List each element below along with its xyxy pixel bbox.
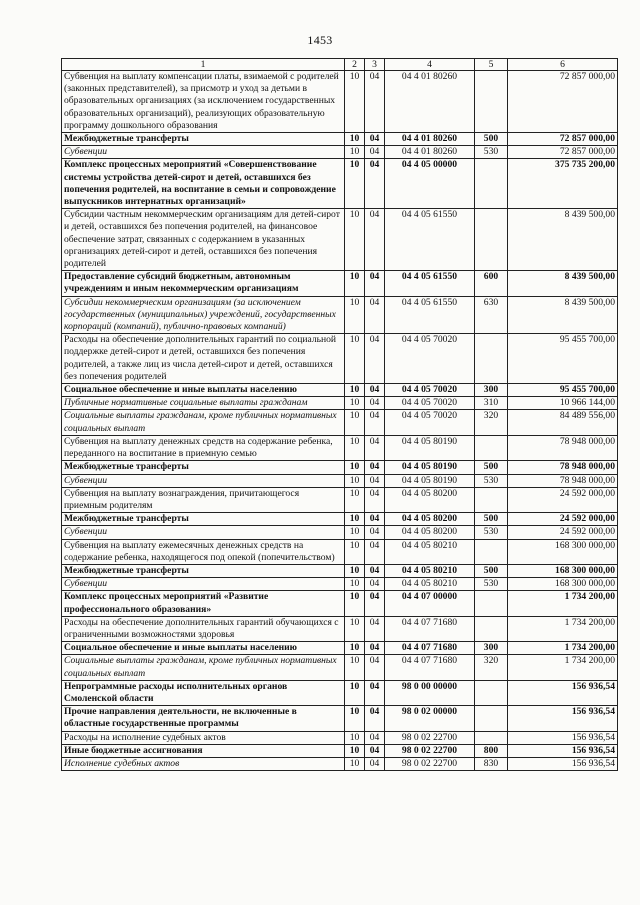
row-subsection-cell: 04 xyxy=(365,655,385,680)
table-row xyxy=(62,513,618,526)
row-section-cell: 10 xyxy=(345,334,365,384)
row-amount-cell: 78 948 000,00 xyxy=(508,461,618,474)
row-amount-cell: 375 735 200,00 xyxy=(508,159,618,209)
row-target-article-cell: 98 0 02 22700 xyxy=(385,744,475,757)
row-amount-cell: 156 936,54 xyxy=(508,744,618,757)
row-expense-type-cell xyxy=(475,435,508,460)
table-row xyxy=(62,410,618,435)
row-subsection-cell: 04 xyxy=(365,146,385,159)
row-amount-cell: 156 936,54 xyxy=(508,706,618,731)
row-section-cell: 10 xyxy=(345,616,365,641)
table-row xyxy=(62,461,618,474)
row-target-article-cell: 04 4 05 80200 xyxy=(385,526,475,539)
row-name-cell: Межбюджетные трансферты xyxy=(62,564,345,577)
row-target-article-cell: 04 4 05 80200 xyxy=(385,487,475,512)
row-target-article-cell: 04 4 05 80210 xyxy=(385,578,475,591)
row-name-cell: Субвенции xyxy=(62,526,345,539)
table-row xyxy=(62,209,618,271)
row-expense-type-cell: 830 xyxy=(475,757,508,770)
row-name-cell: Расходы на исполнение судебных актов xyxy=(62,731,345,744)
table-row xyxy=(62,526,618,539)
row-amount-cell: 10 966 144,00 xyxy=(508,397,618,410)
row-name-cell: Исполнение судебных актов xyxy=(62,757,345,770)
row-subsection-cell: 04 xyxy=(365,744,385,757)
table-row xyxy=(62,642,618,655)
table-row xyxy=(62,591,618,616)
row-name-cell: Социальное обеспечение и иные выплаты населению xyxy=(62,384,345,397)
row-expense-type-cell xyxy=(475,539,508,564)
row-subsection-cell: 04 xyxy=(365,133,385,146)
row-subsection-cell: 04 xyxy=(365,159,385,209)
row-amount-cell: 168 300 000,00 xyxy=(508,539,618,564)
row-target-article-cell: 04 4 05 80190 xyxy=(385,474,475,487)
row-name-cell: Субвенции xyxy=(62,578,345,591)
row-section-cell: 10 xyxy=(345,133,365,146)
row-subsection-cell: 04 xyxy=(365,271,385,296)
row-amount-cell: 168 300 000,00 xyxy=(508,578,618,591)
row-target-article-cell: 04 4 01 80260 xyxy=(385,146,475,159)
table-row xyxy=(62,757,618,770)
row-expense-type-cell: 530 xyxy=(475,578,508,591)
header-col-3: 3 xyxy=(365,59,385,71)
row-amount-cell: 1 734 200,00 xyxy=(508,591,618,616)
header-col-4: 4 xyxy=(385,59,475,71)
row-section-cell: 10 xyxy=(345,71,365,133)
header-col-1: 1 xyxy=(62,59,345,71)
row-target-article-cell: 04 4 07 71680 xyxy=(385,642,475,655)
row-amount-cell: 84 489 556,00 xyxy=(508,410,618,435)
table-row xyxy=(62,435,618,460)
header-row xyxy=(62,59,618,71)
row-name-cell: Комплекс процессных мероприятий «Развитие профессионального образования» xyxy=(62,591,345,616)
row-expense-type-cell xyxy=(475,334,508,384)
row-subsection-cell: 04 xyxy=(365,642,385,655)
row-section-cell: 10 xyxy=(345,474,365,487)
row-name-cell: Иные бюджетные ассигнования xyxy=(62,744,345,757)
table-row xyxy=(62,296,618,334)
row-name-cell: Межбюджетные трансферты xyxy=(62,513,345,526)
row-name-cell: Публичные нормативные социальные выплаты гражданам xyxy=(62,397,345,410)
row-section-cell: 10 xyxy=(345,209,365,271)
row-section-cell: 10 xyxy=(345,642,365,655)
budget-table xyxy=(61,58,618,771)
row-amount-cell: 95 455 700,00 xyxy=(508,334,618,384)
row-expense-type-cell: 800 xyxy=(475,744,508,757)
table-row xyxy=(62,474,618,487)
row-amount-cell: 168 300 000,00 xyxy=(508,564,618,577)
row-target-article-cell: 04 4 05 70020 xyxy=(385,334,475,384)
row-amount-cell: 8 439 500,00 xyxy=(508,296,618,334)
row-section-cell: 10 xyxy=(345,526,365,539)
row-amount-cell: 95 455 700,00 xyxy=(508,384,618,397)
row-subsection-cell: 04 xyxy=(365,706,385,731)
row-section-cell: 10 xyxy=(345,578,365,591)
row-expense-type-cell: 500 xyxy=(475,133,508,146)
row-name-cell: Расходы на обеспечение дополнительных гарантий по социальной поддержке детей-сирот и детей, оставшихся без попечения родителей, а также лиц из числа детей-сирот и детей, оставшихся без попечения родителей xyxy=(62,334,345,384)
table-row xyxy=(62,159,618,209)
row-subsection-cell: 04 xyxy=(365,616,385,641)
row-target-article-cell: 04 4 01 80260 xyxy=(385,71,475,133)
row-target-article-cell: 04 4 05 80190 xyxy=(385,435,475,460)
row-target-article-cell: 98 0 02 00000 xyxy=(385,706,475,731)
row-expense-type-cell: 530 xyxy=(475,526,508,539)
row-target-article-cell: 04 4 05 70020 xyxy=(385,410,475,435)
row-subsection-cell: 04 xyxy=(365,564,385,577)
row-name-cell: Субвенции xyxy=(62,474,345,487)
header-col-5: 5 xyxy=(475,59,508,71)
row-name-cell: Непрограммные расходы исполнительных органов Смоленской области xyxy=(62,680,345,705)
row-amount-cell: 1 734 200,00 xyxy=(508,616,618,641)
row-section-cell: 10 xyxy=(345,513,365,526)
row-target-article-cell: 04 4 05 70020 xyxy=(385,384,475,397)
row-name-cell: Субвенции xyxy=(62,146,345,159)
row-subsection-cell: 04 xyxy=(365,539,385,564)
row-expense-type-cell xyxy=(475,591,508,616)
row-expense-type-cell: 630 xyxy=(475,296,508,334)
row-amount-cell: 78 948 000,00 xyxy=(508,435,618,460)
row-section-cell: 10 xyxy=(345,159,365,209)
row-section-cell: 10 xyxy=(345,461,365,474)
row-name-cell: Прочие направления деятельности, не включенные в областные государственные программы xyxy=(62,706,345,731)
row-target-article-cell: 04 4 07 00000 xyxy=(385,591,475,616)
table-row xyxy=(62,655,618,680)
row-target-article-cell: 04 4 07 71680 xyxy=(385,655,475,680)
row-expense-type-cell xyxy=(475,680,508,705)
row-target-article-cell: 98 0 02 22700 xyxy=(385,731,475,744)
row-expense-type-cell xyxy=(475,731,508,744)
row-expense-type-cell xyxy=(475,487,508,512)
row-expense-type-cell: 500 xyxy=(475,461,508,474)
row-subsection-cell: 04 xyxy=(365,435,385,460)
table-row xyxy=(62,271,618,296)
table-row xyxy=(62,384,618,397)
row-subsection-cell: 04 xyxy=(365,680,385,705)
row-subsection-cell: 04 xyxy=(365,384,385,397)
row-amount-cell: 24 592 000,00 xyxy=(508,487,618,512)
row-expense-type-cell: 500 xyxy=(475,513,508,526)
table-row xyxy=(62,578,618,591)
table-row xyxy=(62,744,618,757)
row-target-article-cell: 04 4 05 61550 xyxy=(385,296,475,334)
row-expense-type-cell xyxy=(475,71,508,133)
row-name-cell: Субвенция на выплату компенсации платы, взимаемой с родителей (законных представителей), за присмотр и уход за детьми в образовательных организациях (за исключением государственных образовательных организаций), реализующих образовательную программу дошкольного образования xyxy=(62,71,345,133)
row-section-cell: 10 xyxy=(345,435,365,460)
row-expense-type-cell: 300 xyxy=(475,384,508,397)
row-name-cell: Субвенция на выплату ежемесячных денежных средств на содержание ребенка, находящегося под опекой (попечительством) xyxy=(62,539,345,564)
row-name-cell: Субсидии частным некоммерческим организациям для детей-сирот и детей, оставшихся без попечения родителей, на финансовое обеспечение затрат, связанных с содержанием в указанных организациях детей-сирот и детей, оставшихся без попечения родителей xyxy=(62,209,345,271)
row-expense-type-cell: 300 xyxy=(475,642,508,655)
table-row xyxy=(62,146,618,159)
row-subsection-cell: 04 xyxy=(365,474,385,487)
row-subsection-cell: 04 xyxy=(365,757,385,770)
row-amount-cell: 8 439 500,00 xyxy=(508,271,618,296)
table-row xyxy=(62,539,618,564)
row-target-article-cell: 04 4 05 70020 xyxy=(385,397,475,410)
row-amount-cell: 72 857 000,00 xyxy=(508,71,618,133)
row-section-cell: 10 xyxy=(345,655,365,680)
page-number: 1453 xyxy=(307,33,333,47)
row-amount-cell: 72 857 000,00 xyxy=(508,146,618,159)
row-amount-cell: 156 936,54 xyxy=(508,731,618,744)
table-row xyxy=(62,397,618,410)
row-section-cell: 10 xyxy=(345,757,365,770)
row-expense-type-cell: 530 xyxy=(475,146,508,159)
row-section-cell: 10 xyxy=(345,680,365,705)
row-section-cell: 10 xyxy=(345,539,365,564)
table-row xyxy=(62,706,618,731)
row-name-cell: Предоставление субсидий бюджетным, автономным учреждениям и иным некоммерческим организациям xyxy=(62,271,345,296)
row-section-cell: 10 xyxy=(345,410,365,435)
row-target-article-cell: 04 4 05 80210 xyxy=(385,539,475,564)
row-section-cell: 10 xyxy=(345,564,365,577)
row-subsection-cell: 04 xyxy=(365,513,385,526)
table-row xyxy=(62,487,618,512)
table-row xyxy=(62,334,618,384)
row-subsection-cell: 04 xyxy=(365,334,385,384)
row-section-cell: 10 xyxy=(345,731,365,744)
row-subsection-cell: 04 xyxy=(365,397,385,410)
table-body xyxy=(62,71,618,771)
row-amount-cell: 1 734 200,00 xyxy=(508,642,618,655)
row-target-article-cell: 04 4 05 80210 xyxy=(385,564,475,577)
row-expense-type-cell xyxy=(475,706,508,731)
row-amount-cell: 156 936,54 xyxy=(508,757,618,770)
row-target-article-cell: 04 4 01 80260 xyxy=(385,133,475,146)
row-name-cell: Межбюджетные трансферты xyxy=(62,461,345,474)
row-name-cell: Расходы на обеспечение дополнительных гарантий обучающихся с ограниченными возможностями здоровья xyxy=(62,616,345,641)
row-subsection-cell: 04 xyxy=(365,731,385,744)
row-section-cell: 10 xyxy=(345,384,365,397)
row-amount-cell: 24 592 000,00 xyxy=(508,513,618,526)
row-expense-type-cell: 320 xyxy=(475,655,508,680)
row-subsection-cell: 04 xyxy=(365,591,385,616)
row-name-cell: Субсидии некоммерческим организациям (за исключением государственных (муниципальных) учреждений, государственных корпораций (компаний), публично-правовых компаний) xyxy=(62,296,345,334)
row-expense-type-cell: 530 xyxy=(475,474,508,487)
row-section-cell: 10 xyxy=(345,146,365,159)
table-row xyxy=(62,564,618,577)
row-name-cell: Социальное обеспечение и иные выплаты населению xyxy=(62,642,345,655)
row-amount-cell: 1 734 200,00 xyxy=(508,655,618,680)
row-expense-type-cell xyxy=(475,209,508,271)
row-name-cell: Межбюджетные трансферты xyxy=(62,133,345,146)
header-col-6: 6 xyxy=(508,59,618,71)
row-target-article-cell: 04 4 05 61550 xyxy=(385,271,475,296)
row-expense-type-cell: 600 xyxy=(475,271,508,296)
row-section-cell: 10 xyxy=(345,744,365,757)
row-amount-cell: 24 592 000,00 xyxy=(508,526,618,539)
row-subsection-cell: 04 xyxy=(365,461,385,474)
row-name-cell: Социальные выплаты гражданам, кроме публичных нормативных социальных выплат xyxy=(62,410,345,435)
row-target-article-cell: 04 4 05 80200 xyxy=(385,513,475,526)
row-target-article-cell: 04 4 07 71680 xyxy=(385,616,475,641)
row-section-cell: 10 xyxy=(345,296,365,334)
row-target-article-cell: 04 4 05 00000 xyxy=(385,159,475,209)
row-subsection-cell: 04 xyxy=(365,209,385,271)
row-target-article-cell: 04 4 05 80190 xyxy=(385,461,475,474)
row-expense-type-cell xyxy=(475,616,508,641)
row-subsection-cell: 04 xyxy=(365,487,385,512)
row-target-article-cell: 98 0 00 00000 xyxy=(385,680,475,705)
row-amount-cell: 8 439 500,00 xyxy=(508,209,618,271)
row-target-article-cell: 04 4 05 61550 xyxy=(385,209,475,271)
row-expense-type-cell: 320 xyxy=(475,410,508,435)
row-expense-type-cell: 500 xyxy=(475,564,508,577)
table-row xyxy=(62,133,618,146)
row-subsection-cell: 04 xyxy=(365,71,385,133)
table-row xyxy=(62,731,618,744)
row-section-cell: 10 xyxy=(345,271,365,296)
row-subsection-cell: 04 xyxy=(365,410,385,435)
table-row xyxy=(62,71,618,133)
row-expense-type-cell: 310 xyxy=(475,397,508,410)
row-section-cell: 10 xyxy=(345,706,365,731)
table-row xyxy=(62,680,618,705)
row-section-cell: 10 xyxy=(345,591,365,616)
row-subsection-cell: 04 xyxy=(365,526,385,539)
row-amount-cell: 156 936,54 xyxy=(508,680,618,705)
row-name-cell: Субвенция на выплату вознаграждения, причитающегося приемным родителям xyxy=(62,487,345,512)
row-target-article-cell: 98 0 02 22700 xyxy=(385,757,475,770)
table-row xyxy=(62,616,618,641)
row-name-cell: Социальные выплаты гражданам, кроме публичных нормативных социальных выплат xyxy=(62,655,345,680)
row-subsection-cell: 04 xyxy=(365,296,385,334)
header-col-2: 2 xyxy=(345,59,365,71)
row-expense-type-cell xyxy=(475,159,508,209)
row-amount-cell: 72 857 000,00 xyxy=(508,133,618,146)
row-section-cell: 10 xyxy=(345,487,365,512)
row-amount-cell: 78 948 000,00 xyxy=(508,474,618,487)
row-name-cell: Субвенция на выплату денежных средств на содержание ребенка, переданного на воспитание в приемную семью xyxy=(62,435,345,460)
row-name-cell: Комплекс процессных мероприятий «Совершенствование системы устройства детей-сирот и детей, оставшихся без попечения родителей, на воспитание в семьи и сопровождение выпускников интернатных организаций» xyxy=(62,159,345,209)
row-section-cell: 10 xyxy=(345,397,365,410)
row-subsection-cell: 04 xyxy=(365,578,385,591)
